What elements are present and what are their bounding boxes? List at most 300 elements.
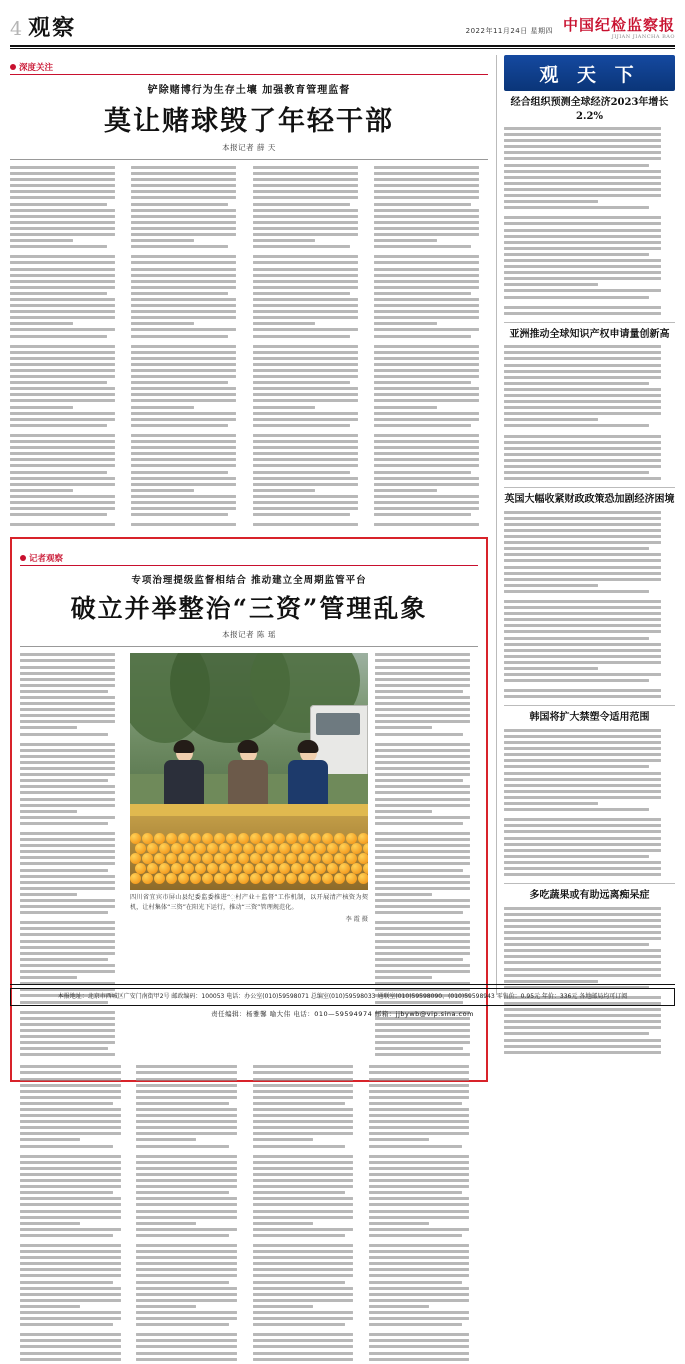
text-line (374, 310, 479, 313)
text-line (10, 172, 115, 175)
text-line (375, 659, 470, 662)
text-line (20, 893, 77, 896)
text-line (136, 1228, 237, 1231)
world-view-item[interactable] (504, 493, 675, 698)
text-line (20, 952, 115, 955)
text-line (253, 221, 358, 224)
article-body-columns (10, 166, 488, 529)
text-line (136, 1173, 237, 1176)
text-line (504, 913, 661, 916)
text-column (136, 1065, 245, 1363)
text-line (253, 1352, 354, 1355)
text-line (10, 381, 107, 384)
text-line (136, 1345, 237, 1348)
text-line (374, 363, 479, 366)
text-line (131, 501, 236, 504)
text-line (374, 261, 479, 264)
text-line (136, 1274, 237, 1277)
text-line (369, 1179, 470, 1182)
text-line (369, 1305, 429, 1308)
text-line (374, 464, 479, 467)
text-line (253, 1234, 346, 1237)
text-line (369, 1287, 470, 1290)
boxed-headline: 破立并举整治“三资”管理乱象 (70, 594, 428, 624)
tag-reporter-observation (20, 552, 63, 565)
text-line (253, 190, 358, 193)
text-line (20, 761, 115, 764)
text-line (253, 363, 358, 366)
text-line (136, 1333, 237, 1336)
text-line (10, 412, 115, 415)
text-line (253, 1317, 354, 1320)
text-line (131, 489, 194, 492)
text-line (375, 653, 470, 656)
text-line (131, 239, 194, 242)
text-line (10, 227, 115, 230)
text-line (504, 747, 661, 750)
text-line (10, 452, 115, 455)
text-line (136, 1138, 196, 1141)
text-line (20, 1108, 121, 1111)
text-line (136, 1185, 237, 1188)
text-line (369, 1065, 470, 1068)
text-line (375, 785, 470, 788)
text-line (504, 412, 661, 415)
text-line (253, 245, 350, 248)
text-line (374, 322, 437, 325)
text-line (136, 1299, 237, 1302)
text-line (20, 1250, 121, 1253)
text-line (253, 1071, 354, 1074)
text-line (375, 761, 470, 764)
text-line (10, 357, 115, 360)
text-line (504, 861, 661, 864)
text-line (20, 1053, 115, 1056)
text-line (253, 489, 316, 492)
text-line (504, 283, 598, 286)
text-line (504, 259, 661, 262)
text-line (504, 943, 649, 946)
text-line (504, 980, 598, 983)
text-line (20, 1333, 121, 1336)
text-line (20, 714, 115, 717)
text-line (253, 501, 358, 504)
text-line (20, 1145, 113, 1148)
tag-deep-focus (10, 61, 53, 74)
text-line (374, 424, 471, 427)
text-line (131, 399, 236, 402)
text-line (20, 1155, 121, 1158)
text-line (504, 277, 661, 280)
text-line (253, 381, 350, 384)
text-line (375, 933, 470, 936)
text-line (253, 166, 358, 169)
text-line (131, 227, 236, 230)
boxed-tag-row (20, 546, 478, 566)
text-line (369, 1358, 470, 1361)
text-line (253, 335, 350, 338)
text-line (375, 946, 470, 949)
text-line (375, 810, 432, 813)
text-line (369, 1161, 470, 1164)
text-line (369, 1244, 470, 1247)
world-view-item-title: 韩国将扩大禁塑令适用范围 (529, 712, 650, 724)
text-line (253, 172, 358, 175)
text-line (131, 458, 236, 461)
text-line (504, 424, 649, 427)
text-line (504, 824, 661, 827)
text-line (136, 1203, 237, 1206)
text-line (20, 1234, 113, 1237)
tag-dot-icon (10, 64, 16, 70)
text-line (136, 1065, 237, 1068)
text-line (253, 298, 358, 301)
text-line (10, 363, 115, 366)
text-line (504, 849, 661, 852)
text-column (374, 166, 488, 529)
text-line (136, 1197, 237, 1200)
text-line (374, 523, 479, 526)
text-line (136, 1311, 237, 1314)
text-line (10, 424, 107, 427)
text-line (369, 1071, 470, 1074)
masthead-rule (10, 45, 675, 47)
masthead-rule-thin (10, 48, 675, 49)
text-line (375, 869, 463, 872)
text-line (10, 209, 115, 212)
text-line (131, 464, 236, 467)
text-line (20, 690, 108, 693)
text-line (504, 289, 661, 292)
text-line (10, 471, 107, 474)
text-line (253, 215, 358, 218)
text-line (253, 196, 358, 199)
text-line (10, 261, 115, 264)
text-line (253, 440, 358, 443)
boxed-byline: 本报记者 陈 瑶 (222, 630, 276, 640)
text-line (504, 1051, 661, 1054)
text-line (136, 1210, 237, 1213)
text-line (253, 507, 358, 510)
text-line (136, 1268, 237, 1271)
text-line (253, 1191, 346, 1194)
text-line (374, 507, 479, 510)
text-line (253, 399, 358, 402)
text-line (504, 511, 661, 514)
text-line (20, 875, 115, 878)
text-line (504, 974, 661, 977)
text-line (374, 178, 479, 181)
text-line (253, 1274, 354, 1277)
text-line (136, 1256, 237, 1259)
text-line (504, 357, 661, 360)
text-line (20, 773, 115, 776)
text-line (253, 268, 358, 271)
text-line (20, 911, 108, 914)
text-line (253, 280, 358, 283)
boxed-bottom-columns (20, 1065, 478, 1363)
text-line (504, 170, 661, 173)
text-line (20, 791, 115, 794)
text-line (131, 203, 228, 206)
text-line (375, 838, 470, 841)
text-line (369, 1299, 470, 1302)
text-line (136, 1114, 237, 1117)
text-line (20, 970, 115, 973)
text-line (10, 245, 107, 248)
text-line (504, 157, 661, 160)
text-line (20, 666, 115, 669)
text-line (374, 452, 479, 455)
text-line (131, 507, 236, 510)
text-line (504, 741, 661, 744)
text-line (253, 292, 350, 295)
text-line (10, 387, 115, 390)
text-line (375, 791, 470, 794)
text-line (253, 1114, 354, 1117)
text-line (504, 907, 661, 910)
text-line (504, 133, 661, 136)
text-line (136, 1126, 237, 1129)
text-line (136, 1167, 237, 1170)
world-view-item[interactable] (504, 96, 675, 315)
text-line (369, 1256, 470, 1259)
world-view-item-title: 经合组织预测全球经济2023年增长2.2% (510, 97, 669, 122)
text-line (504, 843, 661, 846)
text-line (20, 1023, 115, 1026)
text-line (20, 927, 115, 930)
text-line (504, 164, 649, 167)
text-line (375, 684, 470, 687)
text-line (10, 464, 115, 467)
text-line (20, 1047, 108, 1050)
text-line (504, 790, 661, 793)
text-line (131, 387, 236, 390)
truck-window (316, 713, 360, 735)
text-line (504, 388, 661, 391)
text-line (20, 743, 115, 746)
text-line (131, 523, 236, 526)
text-line (131, 298, 236, 301)
text-line (375, 844, 470, 847)
text-line (504, 765, 649, 768)
text-line (375, 822, 463, 825)
text-line (375, 875, 470, 878)
text-line (20, 905, 115, 908)
text-line (375, 678, 470, 681)
text-line (136, 1358, 237, 1361)
text-line (253, 1161, 354, 1164)
text-line (10, 184, 115, 187)
text-line (131, 190, 236, 193)
text-line (369, 1268, 470, 1271)
text-line (136, 1281, 229, 1284)
text-line (20, 1287, 121, 1290)
text-line (253, 1155, 354, 1158)
text-line (20, 1210, 121, 1213)
text-line (504, 364, 661, 367)
text-line (504, 127, 661, 130)
text-line (374, 184, 479, 187)
text-line (20, 1274, 121, 1277)
text-line (253, 1262, 354, 1265)
article-byline: 本报记者 薛 天 (222, 143, 276, 152)
world-view-item[interactable] (504, 328, 675, 480)
text-line (369, 1333, 470, 1336)
text-line (10, 190, 115, 193)
tag-label: 深度关注 (19, 63, 54, 73)
world-view-item[interactable] (504, 711, 675, 876)
tag-label: 记者观察 (29, 554, 64, 565)
text-line (10, 304, 115, 307)
text-line (20, 749, 115, 752)
text-line (131, 261, 236, 264)
text-line (20, 1167, 121, 1170)
text-line (20, 1305, 80, 1308)
text-line (504, 729, 661, 732)
text-line (504, 459, 661, 462)
text-line (253, 261, 358, 264)
text-line (253, 446, 358, 449)
text-line (504, 784, 661, 787)
text-line (374, 375, 479, 378)
text-line (20, 1262, 121, 1265)
text-line (504, 630, 661, 633)
text-line (369, 1197, 470, 1200)
text-line (504, 235, 661, 238)
text-line (504, 229, 661, 232)
world-view-divider (504, 883, 675, 884)
text-line (504, 265, 661, 268)
text-line (10, 310, 115, 313)
text-line (136, 1145, 229, 1148)
text-line (375, 767, 470, 770)
text-line (374, 239, 437, 242)
text-line (374, 328, 479, 331)
text-line (504, 351, 661, 354)
text-line (374, 489, 437, 492)
text-line (253, 1065, 354, 1068)
text-line (131, 412, 236, 415)
text-line (369, 1167, 470, 1170)
text-line (10, 345, 115, 348)
text-line (375, 862, 470, 865)
text-line (253, 393, 358, 396)
text-line (374, 209, 479, 212)
text-line (10, 316, 115, 319)
text-line (374, 335, 471, 338)
boxed-headline-rule (20, 646, 478, 647)
text-line (131, 424, 228, 427)
text-line (253, 239, 316, 242)
text-line (20, 1035, 115, 1038)
text-line (369, 1108, 470, 1111)
text-line (375, 733, 463, 736)
text-line (374, 292, 471, 295)
text-line (504, 553, 661, 556)
text-line (504, 523, 661, 526)
text-line (136, 1305, 196, 1308)
text-line (504, 949, 661, 952)
text-line (20, 940, 115, 943)
text-line (369, 1216, 470, 1219)
text-line (504, 661, 661, 664)
text-line (20, 1339, 121, 1342)
text-line (253, 203, 350, 206)
text-line (10, 335, 107, 338)
text-line (253, 1281, 346, 1284)
world-view-item-body (504, 127, 675, 315)
text-line (374, 286, 479, 289)
text-line (369, 1323, 462, 1326)
text-line (504, 271, 661, 274)
text-line (374, 399, 479, 402)
text-line (131, 406, 194, 409)
text-line (375, 964, 470, 967)
text-line (131, 495, 236, 498)
text-line (504, 345, 661, 348)
text-line (136, 1250, 237, 1253)
text-line (20, 1228, 121, 1231)
photo-caption: 四川省宜宾市屏山县纪委监委推进“಼村产业＋监督”工作机制，以开展清产核资为契机，让村集体“三资”在阳光下运行，推动“三资”管理规范化。 (130, 894, 368, 911)
world-view-title: 观 天 下 (539, 64, 640, 86)
text-line (136, 1262, 237, 1265)
text-line (504, 655, 661, 658)
text-line (504, 194, 661, 197)
text-line (136, 1352, 237, 1355)
text-line (253, 310, 358, 313)
text-line (374, 501, 479, 504)
world-view-item-body (504, 511, 675, 699)
text-line (10, 369, 115, 372)
text-line (374, 495, 479, 498)
masthead (10, 0, 675, 42)
text-line (374, 406, 437, 409)
text-line (10, 513, 107, 516)
text-line (375, 690, 463, 693)
text-line (20, 672, 115, 675)
text-line (20, 958, 108, 961)
text-line (374, 381, 471, 384)
text-line (369, 1210, 470, 1213)
text-line (375, 856, 470, 859)
world-view-banner (504, 55, 675, 91)
text-line (369, 1173, 470, 1176)
text-line (20, 832, 115, 835)
text-line (253, 471, 350, 474)
text-line (20, 850, 115, 853)
text-line (20, 869, 108, 872)
text-line (375, 1023, 470, 1026)
text-line (10, 406, 73, 409)
text-line (253, 1084, 354, 1087)
text-line (369, 1293, 470, 1296)
text-line (131, 274, 236, 277)
text-line (20, 1197, 121, 1200)
text-line (253, 1287, 354, 1290)
text-line (504, 253, 649, 256)
text-line (136, 1339, 237, 1342)
text-line (20, 1323, 113, 1326)
text-line (253, 418, 358, 421)
text-line (20, 1041, 115, 1044)
world-view-item[interactable] (504, 889, 675, 1054)
text-line (374, 227, 479, 230)
text-line (253, 1244, 354, 1247)
text-line (20, 976, 77, 979)
text-line (375, 887, 470, 890)
text-line (131, 357, 236, 360)
